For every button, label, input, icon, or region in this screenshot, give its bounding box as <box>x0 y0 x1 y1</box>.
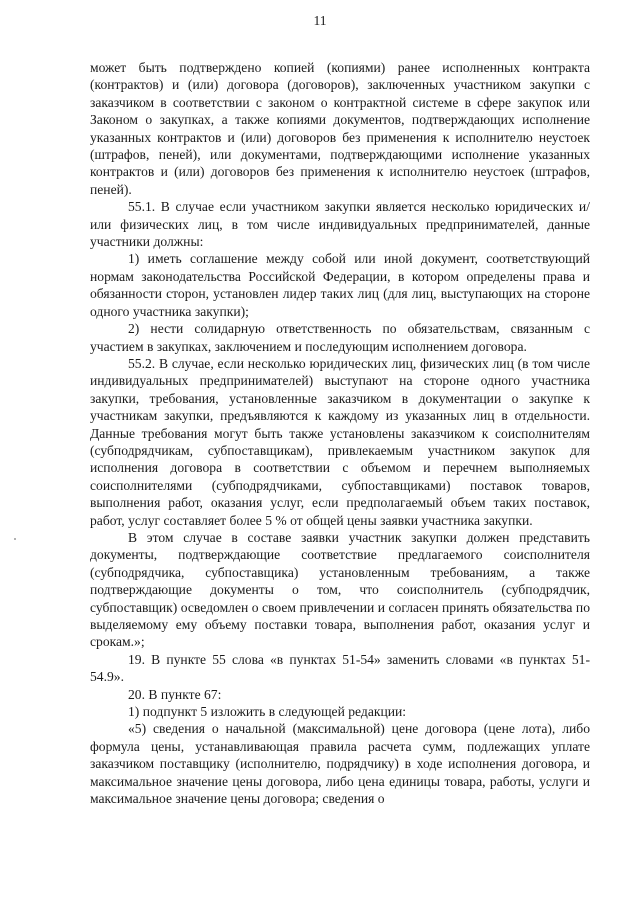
paragraph: может быть подтверждено копией (копиями) ранее исполненных контракта (контрактов) и (или) договора (договоров), заключенных участником закупки с заказчиком в соответствии с законом о контрактной системе в сфере закупок или Законом о закупках, а также копиями документов, подтверждающих исполнение указанных контрактов и (или) договоров без применения к исполнителю неустоек (штрафов, пеней), или документами, подтверждающими исполнение указанных контрактов и (или) договоров без применения к исполнителю неустоек (штрафов, пеней). <box>90 60 590 197</box>
margin-speck <box>14 538 16 540</box>
page-number: 11 <box>313 13 327 28</box>
paragraph: «5) сведения о начальной (максимальной) цене договора (цене лота), либо формула цены, устанавливающая правила расчета сумм, подлежащих уплате заказчиком поставщику (исполнителю, подрядчику) в ходе исполнения договора, и максимальное значение цены договора, либо цена единицы товара, работы, услуги и максимальное значение цены договора; сведения о <box>90 721 590 807</box>
paragraph: 1) иметь соглашение между собой или иной документ, соответствующий нормам законодательства Российской Федерации, в котором определены права и обязанности сторон, установлен лидер таких лиц (для лиц, выступающих на стороне одного участника закупки); <box>90 251 590 319</box>
paragraph: В этом случае в составе заявки участник закупки должен представить документы, подтверждающие соответствие предлагаемого соисполнителя (субподрядчика, субпоставщика) установленным требованиям, а также подтверждающие документы о том, что соисполнитель (субподрядчик, субпоставщик) осведомлен о своем привлечении и согласен принять обязательства по выделяемому ему объему поставки товара, выполнения работ, оказания услуг и срокам.»; <box>90 529 590 650</box>
paragraph: 20. В пункте 67: <box>128 686 222 702</box>
paragraph: 55.1. В случае если участником закупки является несколько юридических и/или физических лиц, в том числе индивидуальных предпринимателей, данные участники должны: <box>90 199 590 250</box>
paragraph: 1) подпункт 5 изложить в следующей редакции: <box>128 704 407 720</box>
paragraph: 19. В пункте 55 слова «в пунктах 51-54» заменить словами «в пунктах 51-54.9». <box>90 651 590 685</box>
paragraph: 2) нести солидарную ответственность по обязательствам, связанным с участием в закупках, заключением и последующим исполнением договора. <box>90 321 590 354</box>
paragraph: 55.2. В случае, если несколько юридических лиц, физических лиц (в том числе индивидуальных предпринимателей) выступают на стороне одного участника закупки, требования, установленные заказчиком в документации о закупке к участникам закупки, предъявляются к каждому из указанных лиц в отдельности. Данные требования могут быть также установлены заказчиком к соисполнителям (субподрядчикам, субпоставщикам), привлекаемым участником закупок для исполнения договора в соответствии с объемом и перечнем выполняемых соисполнителями (субподрядчиками, субпоставщиками) поставок товаров, выполнения работ, оказания услуг, если предполагаемый объем таких поставок, работ, услуг составляет более 5 % от общей цены заявки участника закупки. <box>90 355 590 528</box>
document-body <box>90 59 590 807</box>
